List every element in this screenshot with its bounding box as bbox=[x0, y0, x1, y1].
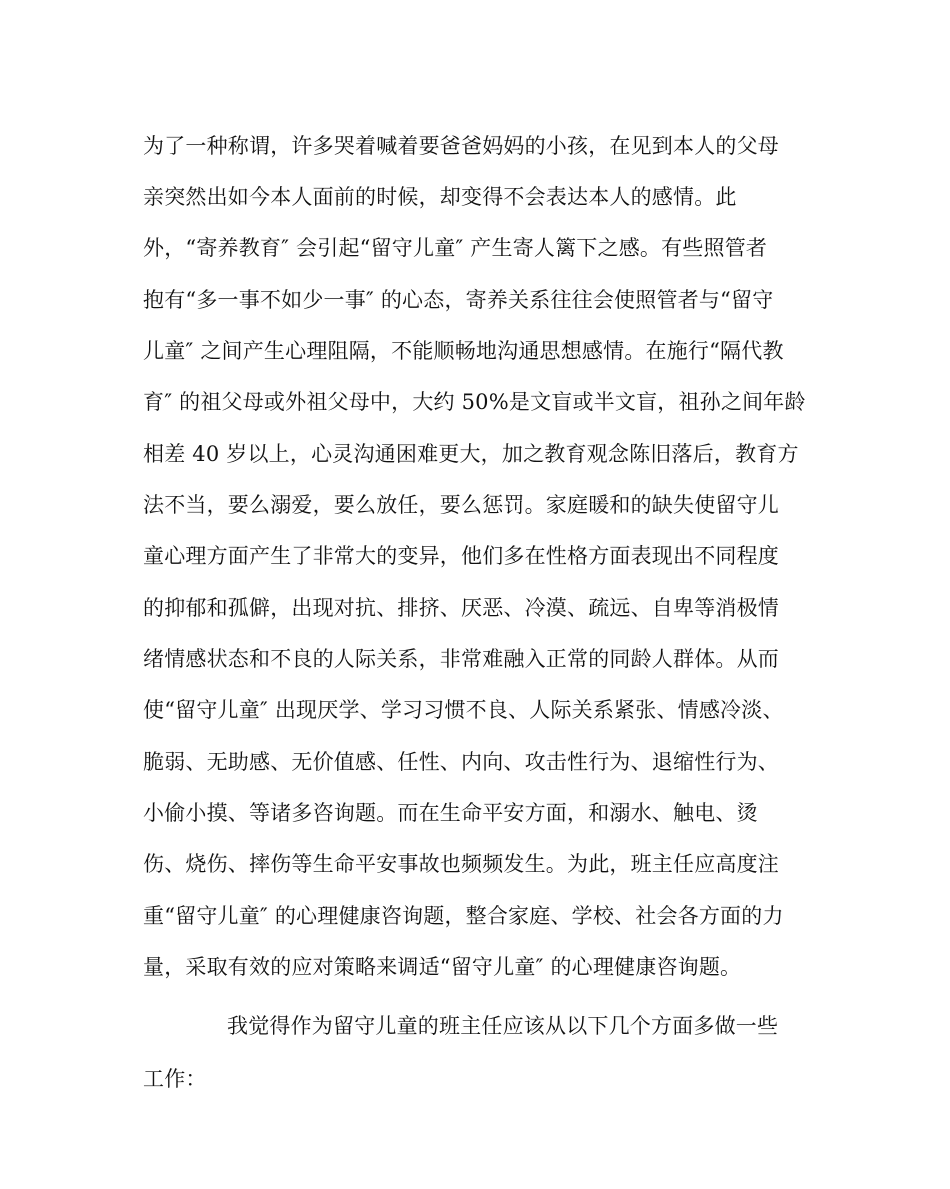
body-text-line: 绪情感状态和不良的人际关系，非常难融入正常的同龄人群体。从而 bbox=[143, 647, 779, 671]
body-text-line: 育″ 的祖父母或外祖父母中，大约 50%是文盲或半文盲，祖孙之间年龄 bbox=[143, 390, 806, 414]
body-text-line: 重“留守儿童″ 的心理健康咨询题，整合家庭、学校、社会各方面的力 bbox=[143, 904, 784, 928]
body-text-line: 抱有“多一事不如少一事″ 的心态，寄养关系往往会使照管者与“留守 bbox=[143, 288, 774, 312]
body-text-line: 为了一种称谓，许多哭着喊着要爸爸妈妈的小孩，在见到本人的父母 bbox=[143, 134, 779, 158]
body-text-line: 外，“寄养教育″ 会引起“留守儿童″ 产生寄人篱下之感。有些照管者 bbox=[143, 236, 768, 260]
paragraph-first-line: 我觉得作为留守儿童的班主任应该从以下几个方面多做一些 bbox=[227, 1014, 779, 1038]
body-text-line: 伤、烧伤、摔伤等生命平安事故也频频发生。为此，班主任应高度注 bbox=[143, 852, 779, 876]
body-text-line: 小偷小摸、等诸多咨询题。而在生命平安方面，和溺水、触电、烫 bbox=[143, 801, 758, 825]
body-text-line: 儿童″ 之间产生心理阻隔，不能顺畅地沟通思想感情。在施行“隔代教 bbox=[143, 339, 784, 363]
body-text-line: 量，采取有效的应对策略来调适“留守儿童″ 的心理健康咨询题。 bbox=[143, 955, 742, 979]
body-text-line: 童心理方面产生了非常大的变异，他们多在性格方面表现出不同程度 bbox=[143, 544, 779, 568]
body-text-line: 相差 40 岁以上，心灵沟通困难更大，加之教育观念陈旧落后，教育方 bbox=[143, 442, 799, 466]
body-text-line: 脆弱、无助感、无价值感、任性、内向、攻击性行为、退缩性行为、 bbox=[143, 750, 779, 774]
body-text-line: 工作： bbox=[143, 1067, 207, 1091]
body-text-line: 亲突然出如今本人面前的时候，却变得不会表达本人的感情。此 bbox=[143, 185, 737, 209]
body-text-line: 法不当，要么溺爱，要么放任，要么惩罚。家庭暖和的缺失使留守儿 bbox=[143, 493, 779, 517]
body-text-line: 的抑郁和孤僻，出现对抗、排挤、厌恶、冷漠、疏远、自卑等消极情 bbox=[143, 596, 779, 620]
body-text-line: 使“留守儿童″ 出现厌学、学习习惯不良、人际关系紧张、情感冷淡、 bbox=[143, 698, 784, 722]
